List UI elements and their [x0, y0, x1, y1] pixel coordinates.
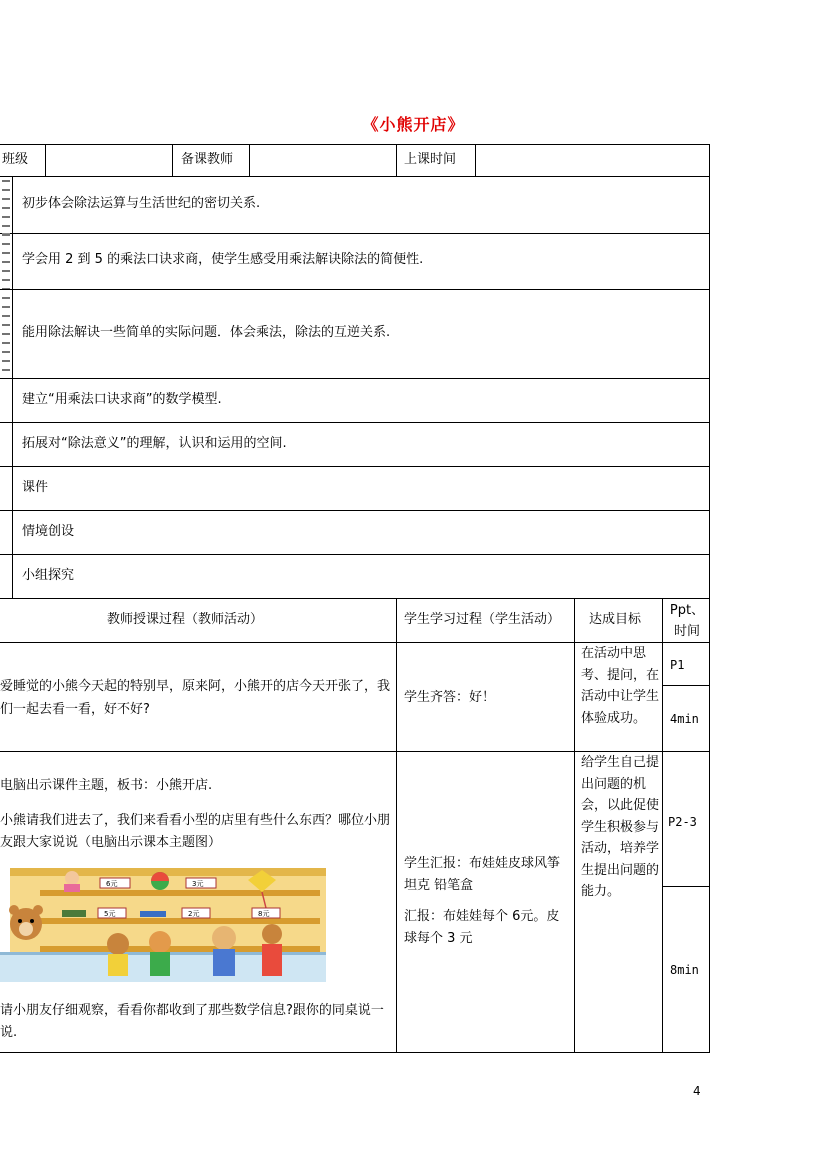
row2-time: 8min — [670, 963, 699, 977]
price-tag-3: 5元 — [104, 910, 116, 918]
teaching-tools: 课件 — [22, 480, 49, 495]
teaching-method: 情境创设 — [22, 524, 75, 539]
ppt-time-header: Ppt、时间 — [669, 603, 705, 639]
objective-5: 拓展对“除法意义”的理解，认识和运用的空间. — [22, 436, 287, 451]
objective-3: 能用除法解诀一些简单的实际问题．体会乘法，除法的互逆关系. — [22, 325, 391, 340]
row1-ppt: P1 — [670, 658, 685, 672]
bear-shop-illustration — [0, 868, 326, 982]
learning-method: 小组探究 — [22, 568, 75, 583]
price-tag-5: 8元 — [258, 910, 270, 918]
teacher-process-header: 教师授课过程（教师活动） — [107, 612, 264, 627]
class-time-label: 上课时间 — [404, 152, 457, 167]
objective-2: 学会用 2 到 5 的乘法口诀求商，使学生感受用乘法解诀除法的简便性. — [22, 252, 424, 267]
price-tag-1: 6元 — [106, 880, 118, 888]
row1-teacher-activity: 爱睡觉的小熊今天起的特别早，原来阿，小熊开的店今天开张了，我们一起去看一看，好不好? — [0, 679, 391, 717]
row2-teacher-p1: 电脑出示课件主题，板书：小熊开店. — [0, 778, 213, 793]
row1-student-activity: 学生齐答：好！ — [404, 690, 496, 705]
row2-student-report-2: 汇报：布娃娃每个 6元。皮球每个 3 元 — [404, 909, 560, 946]
row1-time: 4min — [670, 712, 699, 726]
row2-goal: 给学生自己提出问题的机会，以此促使学生积极参与活动，培养学生提出问题的能力。 — [581, 755, 660, 899]
price-tag-2: 3元 — [192, 880, 204, 888]
row2-student-report-1: 学生汇报：布娃娃皮球风筝 坦克 铅笔盒 — [404, 856, 561, 893]
price-tag-4: 2元 — [188, 910, 200, 918]
row1-goal: 在活动中思考、提问，在活动中让学生体验成功。 — [581, 646, 660, 726]
objective-4: 建立“用乘法口诀求商”的数学模型. — [22, 392, 222, 407]
row2-teacher-p2: 小熊请我们进去了，我们来看看小型的店里有些什么东西？哪位小朋友跟大家说说（电脑出示课本主题图） — [0, 813, 391, 850]
goal-header: 达成目标 — [589, 612, 642, 627]
objective-1: 初步体会除法运算与生活世纪的密切关系. — [22, 196, 261, 211]
class-label: 班级 — [2, 152, 29, 167]
document-title: 《小熊开店》 — [362, 115, 465, 134]
row2-ppt: P2-3 — [668, 815, 697, 829]
teacher-label: 备课教师 — [181, 152, 234, 167]
student-process-header: 学生学习过程（学生活动） — [404, 612, 561, 627]
row2-teacher-p3: 请小朋友仔细观察，看看你都收到了那些数学信息?跟你的同桌说一说. — [0, 1003, 384, 1040]
page-number: 4 — [693, 1084, 701, 1098]
